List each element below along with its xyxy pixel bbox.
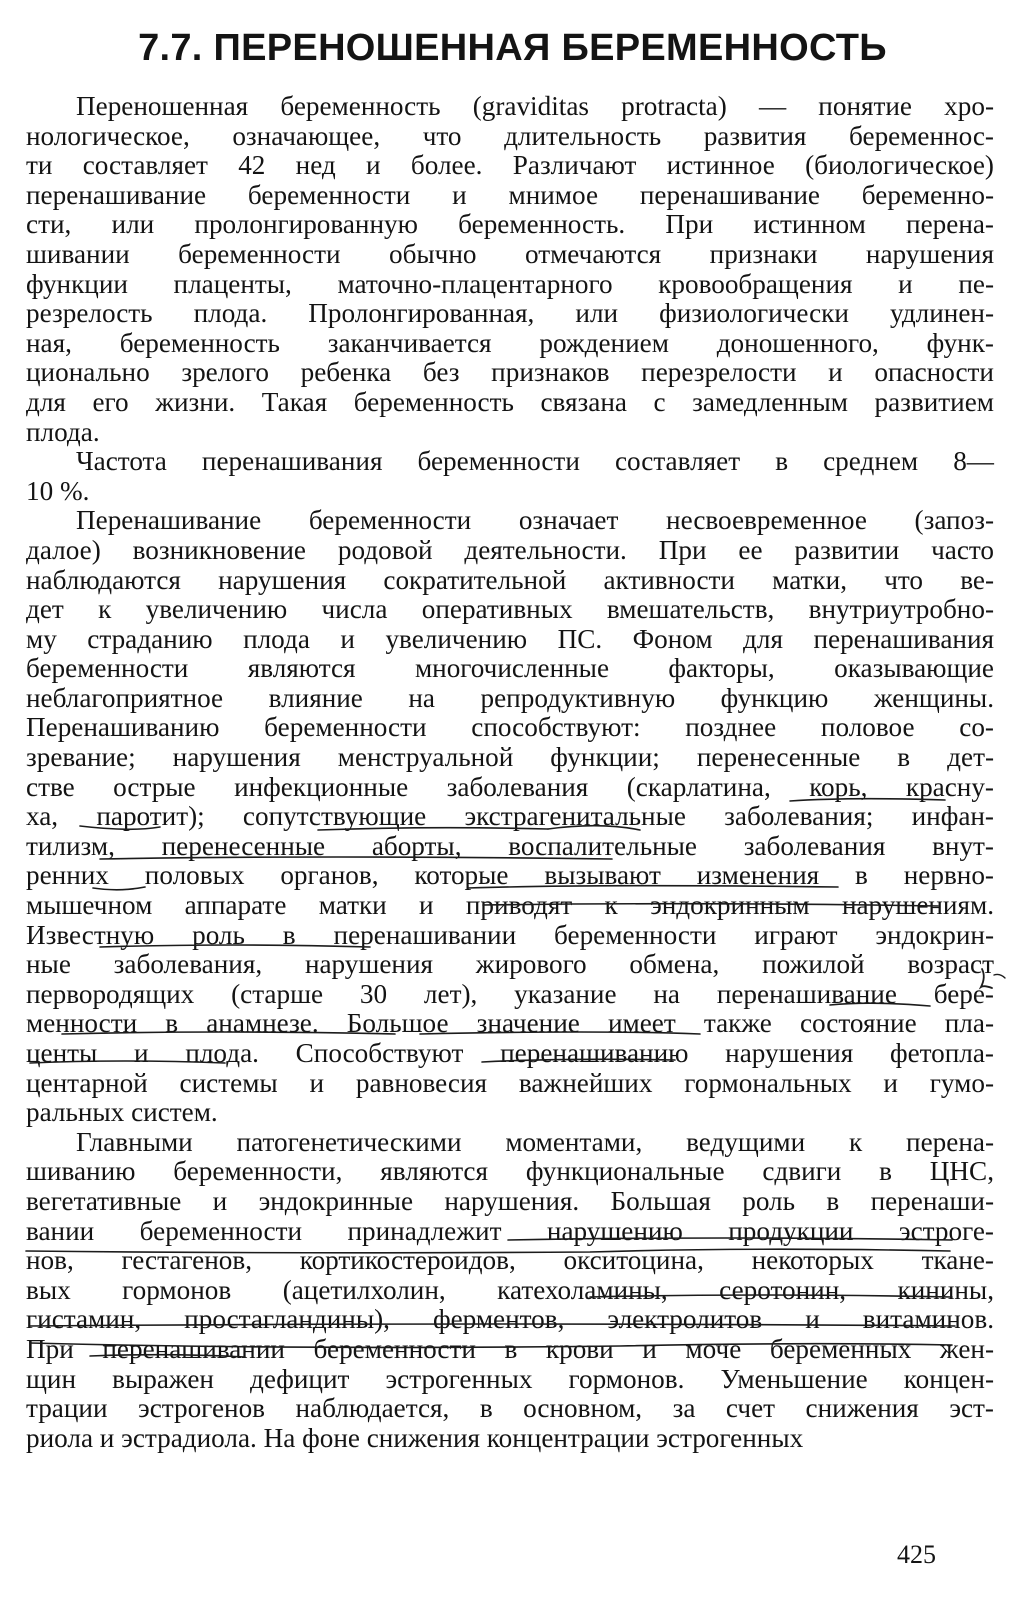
text-line: неблагоприятное влияние на репродуктивную функцию женщины. <box>26 682 994 713</box>
handwritten-margin-mark <box>972 963 1010 997</box>
text-line: центарной системы и равновесия важнейших гормональных и гумо- <box>26 1067 994 1098</box>
text-line: нологическое, означающее, что длительность развития беременнос- <box>26 120 994 151</box>
text-line: первородящих (старше 30 лет), указание на перенашивание бере- <box>26 978 994 1009</box>
text-line: риола и эстрадиола. На фоне снижения концентрации эстрогенных <box>26 1422 804 1453</box>
text-line: функции плаценты, маточно-плацентарного кровообращения и пе- <box>26 268 994 299</box>
text-line: ционально зрелого ребенка без признаков перезрелости и опасности <box>26 357 994 388</box>
text-line: центы и плода. Способствуют перенашиванию нарушения фетопла- <box>26 1038 994 1068</box>
text-line: трации эстрогенов наблюдается, в основном, за счет снижения эст- <box>26 1393 994 1424</box>
text-line: Перенашиванию беременности способствуют: позднее половое со- <box>26 712 994 743</box>
text-line: шиванию беременности, являются функциональные сдвиги в ЦНС, <box>26 1156 994 1187</box>
text-line: Известную роль в перенашивании беременности играют эндокрин- <box>26 919 994 950</box>
text-line: Переношенная беременность (graviditas protracta) — понятие хро- <box>76 91 994 121</box>
text-line: сти, или пролонгированную беременность. При истинном перена- <box>26 209 994 240</box>
text-line: му страданию плода и увеличению ПС. Фоном для перенашивания <box>26 623 994 654</box>
paragraph <box>26 1128 994 1454</box>
text-line: Частота перенашивания беременности составляет в среднем 8— <box>76 446 994 477</box>
paragraph <box>26 92 994 447</box>
text-line: ти составляет 42 нед и более. Различают истинное (биологическое) <box>26 150 994 181</box>
text-line: ные заболевания, нарушения жирового обмена, пожилой возраст <box>26 949 994 980</box>
page-number: 425 <box>897 1540 936 1569</box>
text-line: ная, беременность заканчивается рождением доношенного, функ- <box>26 327 994 358</box>
text-line: вегетативные и эндокринные нарушения. Большая роль в перенаши- <box>26 1185 994 1216</box>
section-heading: 7.7. ПЕРЕНОШЕННАЯ БЕРЕМЕННОСТЬ <box>138 27 887 69</box>
text-line: ренних половых органов, которые вызывают изменения в нервно- <box>26 860 994 891</box>
text-line: гистамин, простагландины), ферментов, электролитов и витаминов. <box>26 1304 994 1335</box>
body-text <box>26 92 994 1453</box>
text-line: для его жизни. Такая беременность связана с замедленным развитием <box>26 386 994 417</box>
text-line: стве острые инфекционные заболевания (скарлатина, корь, красну- <box>26 771 994 802</box>
text-line: дет к увеличению числа оперативных вмешательств, внутриутробно- <box>26 594 994 625</box>
text-line: плода. <box>26 416 100 447</box>
text-line: перенашивание беременности и мнимое перенашивание беременно- <box>26 179 994 210</box>
text-line: беременности являются многочисленные факторы, оказывающие <box>26 653 994 684</box>
text-line: ральных систем. <box>26 1097 218 1128</box>
text-line: мышечном аппарате матки и приводят к эндокринным нарушениям. <box>26 890 994 921</box>
text-line: менности в анамнезе. Большое значение имеет также состояние пла- <box>26 1008 994 1039</box>
text-line: зревание; нарушения менструальной функции; перенесенные в дет- <box>26 742 994 773</box>
text-line: нов, гестагенов, кортикостероидов, окситоцина, некоторых ткане- <box>26 1245 994 1276</box>
text-line: резрелость плода. Пролонгированная, или физиологически удлинен- <box>26 298 994 329</box>
text-line: вых гормонов (ацетилхолин, катехоламины, серотонин, кинины, <box>26 1274 994 1305</box>
text-line: ха, паротит); сопутствующие экстрагенитальные заболевания; инфан- <box>26 801 994 832</box>
paragraph <box>26 506 994 1127</box>
text-line: вании беременности принадлежит нарушению продукции эстроге- <box>26 1215 994 1246</box>
text-line: При перенашивании беременности в крови и моче беременных жен- <box>26 1333 994 1364</box>
text-line: Перенашивание беременности означает несвоевременное (запоз- <box>76 505 994 536</box>
text-line: 10 %. <box>26 475 90 506</box>
text-line: далое) возникновение родовой деятельности. При ее развитии часто <box>26 534 994 565</box>
text-line: наблюдаются нарушения сократительной активности матки, что ве- <box>26 564 994 595</box>
paragraph <box>26 447 994 506</box>
text-line: щин выражен дефицит эстрогенных гормонов. Уменьшение концен- <box>26 1363 994 1394</box>
text-line: тилизм, перенесенные аборты, воспалительные заболевания внут- <box>26 830 994 861</box>
text-line: Главными патогенетическими моментами, ведущими к перена- <box>76 1126 994 1157</box>
text-line: шивании беременности обычно отмечаются признаки нарушения <box>26 238 994 269</box>
